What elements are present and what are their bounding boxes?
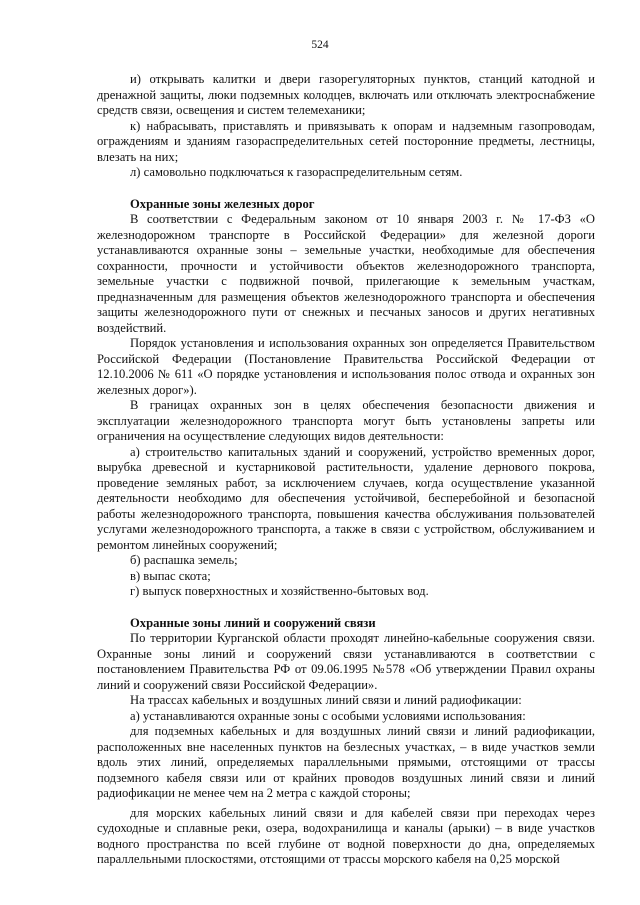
paragraph: и) открывать калитки и двери газорегуляторных пунктов, станций катодной и дренажной защиты, люки подземных колодцев, включать или отключать электроснабжение средств связи, освещения и систем телемеханики; bbox=[97, 72, 595, 117]
paragraph: а) строительство капитальных зданий и сооружений, устройство временных дорог, вырубка древесной и кустарниковой растительности, удаление дернового покрова, проведение земляных работ, за исключением случаев, когда осуществление указанной деятельности необходимо для обеспечения устойчивой, бесперебойной и безопасной работы железнодорожного транспорта, повышения качества обслуживания пользователей услугами железнодорожного транспорта, а также в связи с устройством, обслуживанием и ремонтом линейных сооружений; bbox=[97, 444, 595, 552]
paragraph: б) распашка земель; bbox=[130, 553, 238, 567]
page-number: 524 bbox=[311, 39, 329, 51]
paragraph: Порядок установления и использования охранных зон определяется Правительством Российской Федерации (Постановление Правительства Российской Федерации от 12.10.2006 № 611 «О порядке установления и использования полос отвода и охранных зон железных дорог»). bbox=[97, 336, 595, 397]
paragraph: в) выпас скота; bbox=[130, 568, 211, 583]
section-heading: Охранные зоны железных дорог bbox=[130, 196, 315, 211]
section-spacer bbox=[97, 600, 595, 616]
section-spacer bbox=[97, 181, 595, 197]
section-heading: Охранные зоны линий и сооружений связи bbox=[130, 615, 376, 630]
paragraph: г) выпуск поверхностных и хозяйственно-бытовых вод. bbox=[130, 584, 429, 598]
paragraph: л) самовольно подключаться к газораспределительным сетям. bbox=[130, 165, 463, 179]
paragraph: На трассах кабельных и воздушных линий связи и линий радиофикации: bbox=[130, 693, 522, 707]
paragraph: для морских кабельных линий связи и для кабелей связи при переходах через судоходные и сплавные реки, озера, водохранилища и каналы (арыки) – в виде участков водного пространства по всей глубине от водной поверхности до дна, определяемых параллельными плоскостями, отстоящими от трассы морского кабеля на 0,25 морской bbox=[97, 805, 595, 866]
paragraph: к) набрасывать, приставлять и привязывать к опорам и надземным газопроводам, ограждениям и зданиям газораспределительных сетей посторонние предметы, лестницы, влезать на них; bbox=[97, 118, 595, 164]
paragraph: для подземных кабельных и для воздушных линий связи и линий радиофикации, расположенных вне населенных пунктов на безлесных участках, – в виде участков земли вдоль этих линий, определяемых параллельными прямыми, отстоящими от трассы подземного кабеля связи или от крайних проводов воздушных линий связи и линий радиофикации не менее чем на 2 метра с каждой стороны; bbox=[97, 724, 595, 800]
paragraph: В границах охранных зон в целях обеспечения безопасности движения и эксплуатации железнодорожного транспорта могут быть установлены запреты или ограничения на осуществление следующих видов деятельности: bbox=[97, 398, 595, 443]
paragraph: а) устанавливаются охранные зоны с особыми условиями использования: bbox=[130, 708, 526, 723]
paragraph: По территории Курганской области проходят линейно-кабельные сооружения связи. Охранные зоны линий и сооружений связи устанавливаются в соответствии с постановлением Правительства РФ от 09.06.1995 №578 «Об утверждении Правил охраны линий и сооружений связи Российской Федерации». bbox=[97, 631, 595, 692]
paragraph: В соответствии с Федеральным законом от 10 января 2003 г. № 17-ФЗ «О железнодорожном транспорте в Российской Федерации» для железной дороги устанавливаются охранные зоны – земельные участки, необходимые для обеспечения сохранности, прочности и устойчивости объектов железнодорожного транспорта, земельные участки с подвижной почвой, прилегающие к земельным участкам, предназначенным для размещения объектов железнодорожного транспорта и обеспечения защиты железнодорожного пути от снежных и песчаных заносов и других негативных воздействий. bbox=[97, 212, 595, 335]
document-body bbox=[97, 72, 595, 868]
